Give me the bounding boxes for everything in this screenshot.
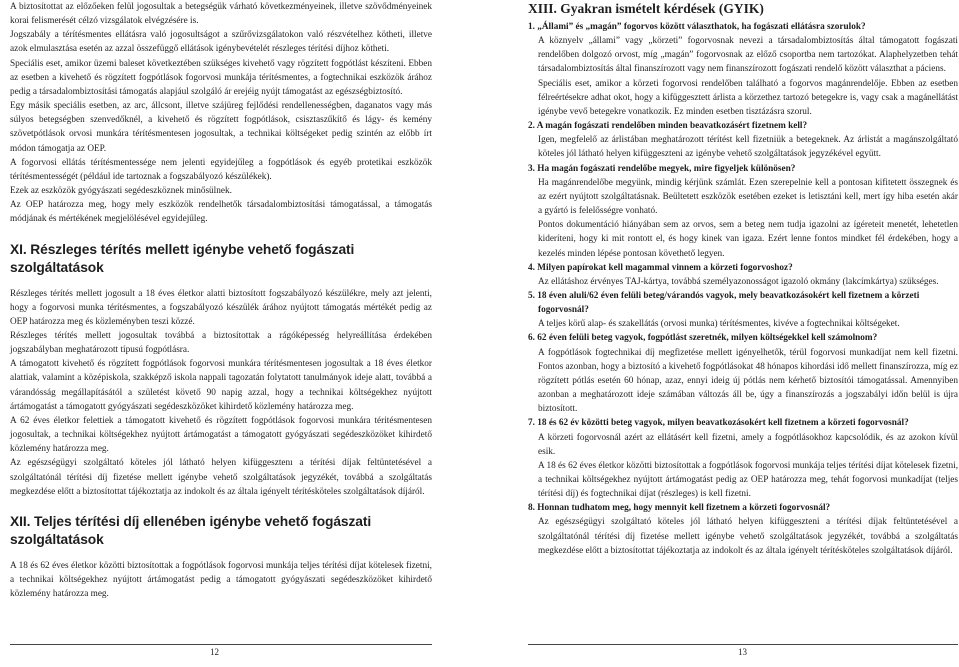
faq-item xyxy=(528,416,958,501)
paragraph: Részleges térítés mellett jogosultak továbbá a biztosítottak a rágóképesség helyreállítása érdekében jogszabályban meghatározott típusú fogpótlásra. xyxy=(10,330,432,356)
faq-answer: Speciális eset, amikor a körzeti fogorvosi rendelőben található a fogorvos magánrendelője. Ebben az esetben félreértésekre adhat okot, hogy a kifüggesztett árlista a körzethez tartozó betegekre is, vagy csak a magánellátást igénybe vevő betegekre vonatkozik. Ez minden esetben tisztázásra szorul. xyxy=(538,78,958,117)
faq-item xyxy=(528,162,958,261)
faq-answer: Ha magánrendelőbe megyünk, mindig kérjünk számlát. Ezen szerepelnie kell a pontosan kifitetett összegnek és az ezért nyújtott szolgáltatásnak. Beültetett eszközök esetében ezeket is letisztáni kell, mert így hiba esetén akár a gyártó is felelősségre vonható. xyxy=(538,177,958,217)
paragraph: A 62 éves életkor felettiek a támogatott kivehető és rögzített fogpótlások fogorvosi munkára téritésmentesen jogosultak, a technikai költségekhez nyújtott ártámogatást a támogatott gyógyászati segédeszközöket kihirdető közlemény határozza meg. xyxy=(10,415,432,455)
faq-question: 6. 62 éven felüli beteg vagyok, fogpótlást szeretnék, milyen költségekkel kell számolnom? xyxy=(528,333,878,344)
paragraph: Speciális eset, amikor üzemi baleset következtében szükséges kivehető vagy rögzített fogpótlást készíteni. Ebben az esetben a kivehető és rögzített fogpótlások fogorvosi munkája térítésmentes, a fogtechnikai eszközök árához pedig a társadalombiztosítási támogatás alapjául szolgáló ár erejéig nyújt támogatást az egészségbiztosító. xyxy=(10,58,432,97)
faq-question: 4. Milyen papírokat kell magammal vinnem a körzeti fogorvoshoz? xyxy=(528,262,793,273)
faq-question: 8. Honnan tudhatom meg, hogy mennyit kell fizetnem a körzeti fogorvosnál? xyxy=(528,503,831,514)
faq-answer: A körzeti fogorvosnál azért az ellátásért kell fizetni, amely a fogpótlásokhoz kapcsolódik, és az azokon kívül esik. xyxy=(538,432,958,457)
paragraph: A biztosítottat az előzőeken felül jogosultak a betegségük várható következményeinek, illetve szövődményeinek korai felismerését célzó vizsgálatok elvégzésére is. xyxy=(10,2,432,27)
section-title-xii: XII. Teljes térítési díj ellenében igénybe vehető fogászati szolgáltatások xyxy=(10,513,372,547)
faq-item xyxy=(528,20,958,119)
page-number-left: 12 xyxy=(210,647,219,657)
section-title-xiii: XIII. Gyakran ismételt kérdések (GYIK) xyxy=(528,1,764,16)
paragraph: Az OEP határozza meg, hogy mely eszközök rendelhetők társadalombiztosítási támogatással, a támogatás módjának és mértékének megjelölésével egyidejűleg. xyxy=(10,200,432,225)
faq-answer: A 18 és 62 éves életkor közötti biztosítottak a fogpótlások fogorvosi munkája teljes térítési díjat kötelesek fizetni, a technikai költségekhez nyújtott ártámogatást pedig az OEP határozza meg, tehát fogorvosi munkadíjat (teljes térítési díj) és fogtechnikai díjat (részleges) is kell fizetni. xyxy=(538,460,959,500)
paragraph: A 18 és 62 éves életkor közötti biztosítottak a fogpótlások fogorvosi munkája teljes térítési díjat kötelesek fizetni, a technikai költségekhez nyújtott ártámogatást pedig a támogatott gyógyászati segédeszközöket kihirdető közlemény határozza meg. xyxy=(10,560,432,600)
faq-item xyxy=(528,261,958,289)
faq-question: 2. A magán fogászati rendelőben minden beavatkozásért fizetnem kell? xyxy=(528,121,808,132)
faq-question: 1. „Állami” és „magán” fogorvos között választhatok, ha fogászati ellátásra szorulok? xyxy=(528,22,866,32)
faq-answer: Az ellátáshoz érvényes TAJ-kártya, továbbá személyazonosságot igazoló okmány (lakcímkártya) szükséges. xyxy=(538,276,939,287)
faq-answer: Igen, megfelelő az árlistában meghatározott térítést kell fizetniük a betegeknek. Az árlistát a magánszolgáltató köteles jól látható helyen kifüggeszteni az igénybe vehető szolgáltatások jegyzékével együtt. xyxy=(538,135,958,160)
section-title-xi: XI. Részleges térítés mellett igénybe vehető fogászati szolgáltatások xyxy=(10,241,355,275)
paragraph: Jogszabály a térítésmentes ellátásra való jogosultságot a szűrővizsgálatokon való részvételhez kötheti, illetve azok elmulasztása esetén az azzal összefüggő ellátások igénybevételét részleges térítési díjhoz kötheti. xyxy=(10,30,432,55)
faq-answer: A fogpótlások fogtechnikai díj megfizetése mellett igényelhetők, térül fogorvosi munkadíjat nem kell fizetni. Fontos azonban, hogy a biztosító a kivehető fogpótlásokat 48 hónapos kihordási idő mellett finanszírozza, míg ez rögzített pótlás esetén 60 hónap, azaz, ennyi ideig új pótlás nem kérhető biztosítói támogatással. Amennyiben azonban a meghatározott ideje számában változás áll be, úgy a finanszírozás a jogszabályi időn belül is újra biztosított. xyxy=(538,347,959,415)
faq-answer: Pontos dokumentáció hiányában sem az orvos, sem a beteg nem tudja igazolni az ígéreteit menetét, lehetetlen kideríteni, hogy ki mit rontott el, és hogy kinek van igaza. Ezért lenne fontos mindket fél érdekében, hogy a kezelés minden lépése pontosan követhető legyen. xyxy=(538,220,958,259)
faq-question: 7. 18 és 62 év közötti beteg vagyok, milyen beavatkozásokért kell fizetnem a körzeti fogorvosnál? xyxy=(528,418,909,429)
faq-answer: A teljes körű alap- és szakellátás (orvosi munka) térítésmentes, kivéve a fogtechnikai költségeket. xyxy=(538,319,900,330)
paragraph: Ezek az eszközök gyógyászati segédeszköznek minősülnek. xyxy=(10,186,232,197)
paragraph: A támogatott kivehető és rögzített fogpótlások fogorvosi munkára térítésmentesen jogosultak a 18 éves életkor alattiak, valamint a középiskola, szakképző iskola nappali tagozatán folytatott tanulmányok ideje alatt, továbbá a várandósság megállapításától a születést követő 90 napig azzal, hogy a technikai költségekhez nyújtott ártámogatást a támogatott gyógyászati segédeszközöket kihirdető közlemény határozza meg. xyxy=(10,359,432,412)
faq-question: 3. Ha magán fogászati rendelőbe megyek, mire figyeljek különösen? xyxy=(528,163,796,174)
page-number-right: 13 xyxy=(738,647,747,657)
faq-item xyxy=(528,289,958,331)
faq-answer: A köznyelv „állami” vagy „körzeti” fogorvosnak nevezi a társadalombiztosítás által támogatott fogászati rendelőben dolgozó orvost, míg „magán” fogorvosnak az előző csoportba nem tartozókat. Alaphelyzetben tehát társadalombiztosítás által finanszírozott vagy nem finanszírozott fogászati rendelő között választhat a páciens. xyxy=(538,36,958,75)
faq-question: 5. 18 éven aluli/62 éven felüli beteg/várandós vagyok, mely beavatkozásokért kell fizetnem a körzeti fogorvosnál? xyxy=(528,290,920,316)
faq-item xyxy=(528,119,958,161)
footer-rule-left xyxy=(10,644,432,645)
faq-item xyxy=(528,501,958,558)
faq-item xyxy=(528,331,958,416)
paragraph: A fogorvosi ellátás térítésmentessége nem jelenti egyidejűleg a fogpótlások és egyéb protetikai eszközök térítésmentességét (például ide tartoznak a fogszabályozó készülékek). xyxy=(10,157,432,182)
paragraph: Az egészségügyi szolgáltató köteles jól látható helyen kifüggesztenı a térítési díjak feltüntetésével a szolgáltatónál térítési díj fizetése mellett igénybe vehető szolgáltatások jegyzékét, továbbá a szolgáltatás megkezdése előtt a biztosítottat tájékoztatja az indokolt és az általa igényelt térítésköteles szolgáltatások díjáról. xyxy=(10,458,432,497)
right-page xyxy=(528,0,958,558)
faq-answer: Az egészségügyi szolgáltató köteles jól látható helyen kifüggeszteni a térítési díjak feltüntetésével a szolgáltatónál térítési díj fizetése mellett igénybe vehető szolgáltatások jegyzékét, továbbá a szolgáltatás megkezdése előtt a biztosítottat tájékoztatja az indokolt és az általa igényelt térítésköteles szolgáltatások díjáról. xyxy=(538,517,958,556)
paragraph: Egy másik speciális esetben, az arc, állcsont, illetve szájüreg fejlődési rendellenességben, daganatos vagy más súlyos betegségben szenvedőknél, a kivehető és rögzített fogpótlások, csisztaszűkítő és lágy- és kemény szövetpótlások orvosi munkára térítésmentesen jogosultak, a technikai költségeket pedig szintén az előbb írt módon támogatja az OEP. xyxy=(10,101,432,154)
paragraph: Részleges térítés mellett jogosult a 18 éves életkor alatti biztosított fogszabályozó készülékre, mely azt jelenti, hogy a fogorvosi munka térítésmentes, a fogszabályozó készülék árához nyújtott támogatás mértékét pedig az OEP határozza meg és közleményben teszi közzé. xyxy=(10,288,432,327)
left-page xyxy=(10,0,432,601)
